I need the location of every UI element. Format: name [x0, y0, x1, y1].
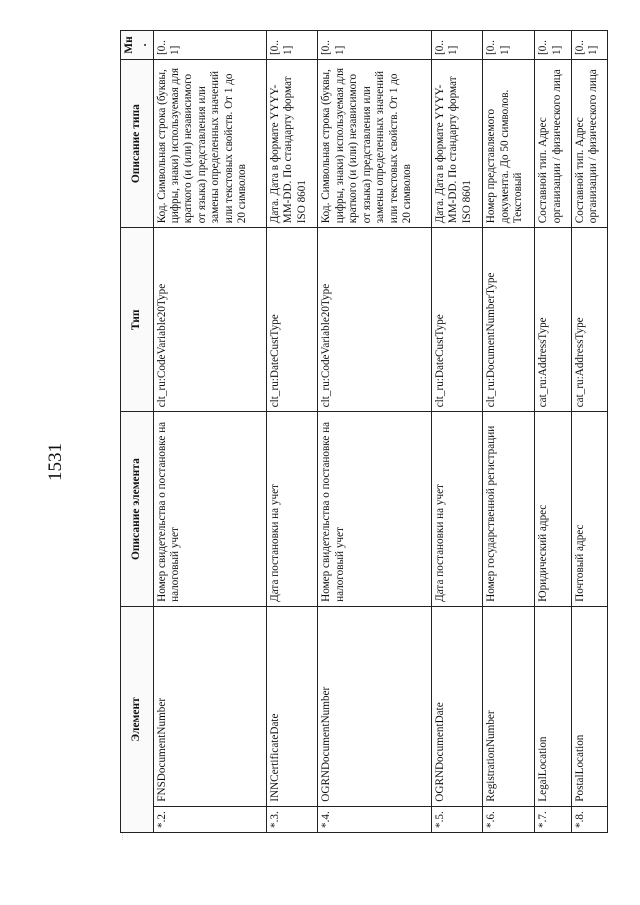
row-type: clt_ru:DocumentNumberType [483, 228, 535, 412]
page-number: 1531 [45, 443, 66, 481]
row-mult: [0..1] [266, 31, 318, 60]
row-mult: [0..1] [571, 31, 607, 60]
row-mult: [0..1] [483, 31, 535, 60]
row-element-desc: Дата постановки на учет [431, 412, 483, 607]
row-element-desc: Юридический адрес [535, 412, 571, 607]
row-mult: [0..1] [535, 31, 571, 60]
row-num: *.4. [318, 806, 431, 832]
row-type-desc: Дата. Дата в формате YYYY-MM-DD. По стандарту формат ISO 8601 [266, 59, 318, 227]
header-element-desc: Описание элемента [121, 412, 154, 607]
row-mult: [0..1] [153, 31, 266, 60]
table-row [153, 31, 266, 833]
row-type: clt_ru:CodeVariable20Type [318, 228, 431, 412]
spec-table [120, 30, 608, 833]
header-type-desc: Описание типа [121, 59, 154, 227]
row-num: *.2. [153, 806, 266, 832]
table-row [571, 31, 607, 833]
row-element: PostalLocation [571, 606, 607, 806]
row-num: *.6. [483, 806, 535, 832]
row-type-desc: Код. Символьная строка (буквы, цифры, знаки) используемая для краткого (и (или) независимого от языка) представления или замены определенных значений или текстовых свойств. От 1 до 20 символов [153, 59, 266, 227]
row-num: *.3. [266, 806, 318, 832]
header-element: Элемент [121, 606, 154, 832]
row-element-desc: Номер государственной регистрации [483, 412, 535, 607]
row-type-desc: Номер представляемого документа. До 50 символов. Текстовый [483, 59, 535, 227]
row-type: clt_ru:CodeVariable20Type [153, 228, 266, 412]
row-element: FNSDocumentNumber [153, 606, 266, 806]
row-element: OGRNDocumentNumber [318, 606, 431, 806]
row-type: cat_ru:AddressType [571, 228, 607, 412]
row-num: *.8. [571, 806, 607, 832]
row-element: INNCertificateDate [266, 606, 318, 806]
header-mult: Мн. [121, 31, 154, 60]
table-row [431, 31, 483, 833]
row-num: *.5. [431, 806, 483, 832]
table-row [266, 31, 318, 833]
row-type: clt_ru:DateCustType [431, 228, 483, 412]
row-type-desc: Дата. Дата в формате YYYY-MM-DD. По стандарту формат ISO 8601 [431, 59, 483, 227]
row-element-desc: Дата постановки на учет [266, 412, 318, 607]
row-type: clt_ru:DateCustType [266, 228, 318, 412]
row-element: OGRNDocumentDate [431, 606, 483, 806]
table-row [483, 31, 535, 833]
row-mult: [0..1] [318, 31, 431, 60]
table-row [318, 31, 431, 833]
table-header-row [121, 31, 154, 833]
row-type-desc: Составной тип. Адрес организации / физического лица [535, 59, 571, 227]
rotated-table-container [120, 30, 608, 833]
row-element: LegalLocation [535, 606, 571, 806]
row-type: cat_ru:AddressType [535, 228, 571, 412]
row-element-desc: Почтовый адрес [571, 412, 607, 607]
table-row [535, 31, 571, 833]
row-element-desc: Номер свидетельства о постановке на налоговый учет [318, 412, 431, 607]
row-num: *.7. [535, 806, 571, 832]
row-type-desc: Код. Символьная строка (буквы, цифры, знаки) используемая для краткого (и (или) независимого от языка) представления или замены определенных значений или текстовых свойств. От 1 до 20 символов [318, 59, 431, 227]
row-element: RegistrationNumber [483, 606, 535, 806]
row-element-desc: Номер свидетельства о постановке на налоговый учет [153, 412, 266, 607]
row-type-desc: Составной тип. Адрес организации / физического лица [571, 59, 607, 227]
header-type: Тип [121, 228, 154, 412]
row-mult: [0..1] [431, 31, 483, 60]
